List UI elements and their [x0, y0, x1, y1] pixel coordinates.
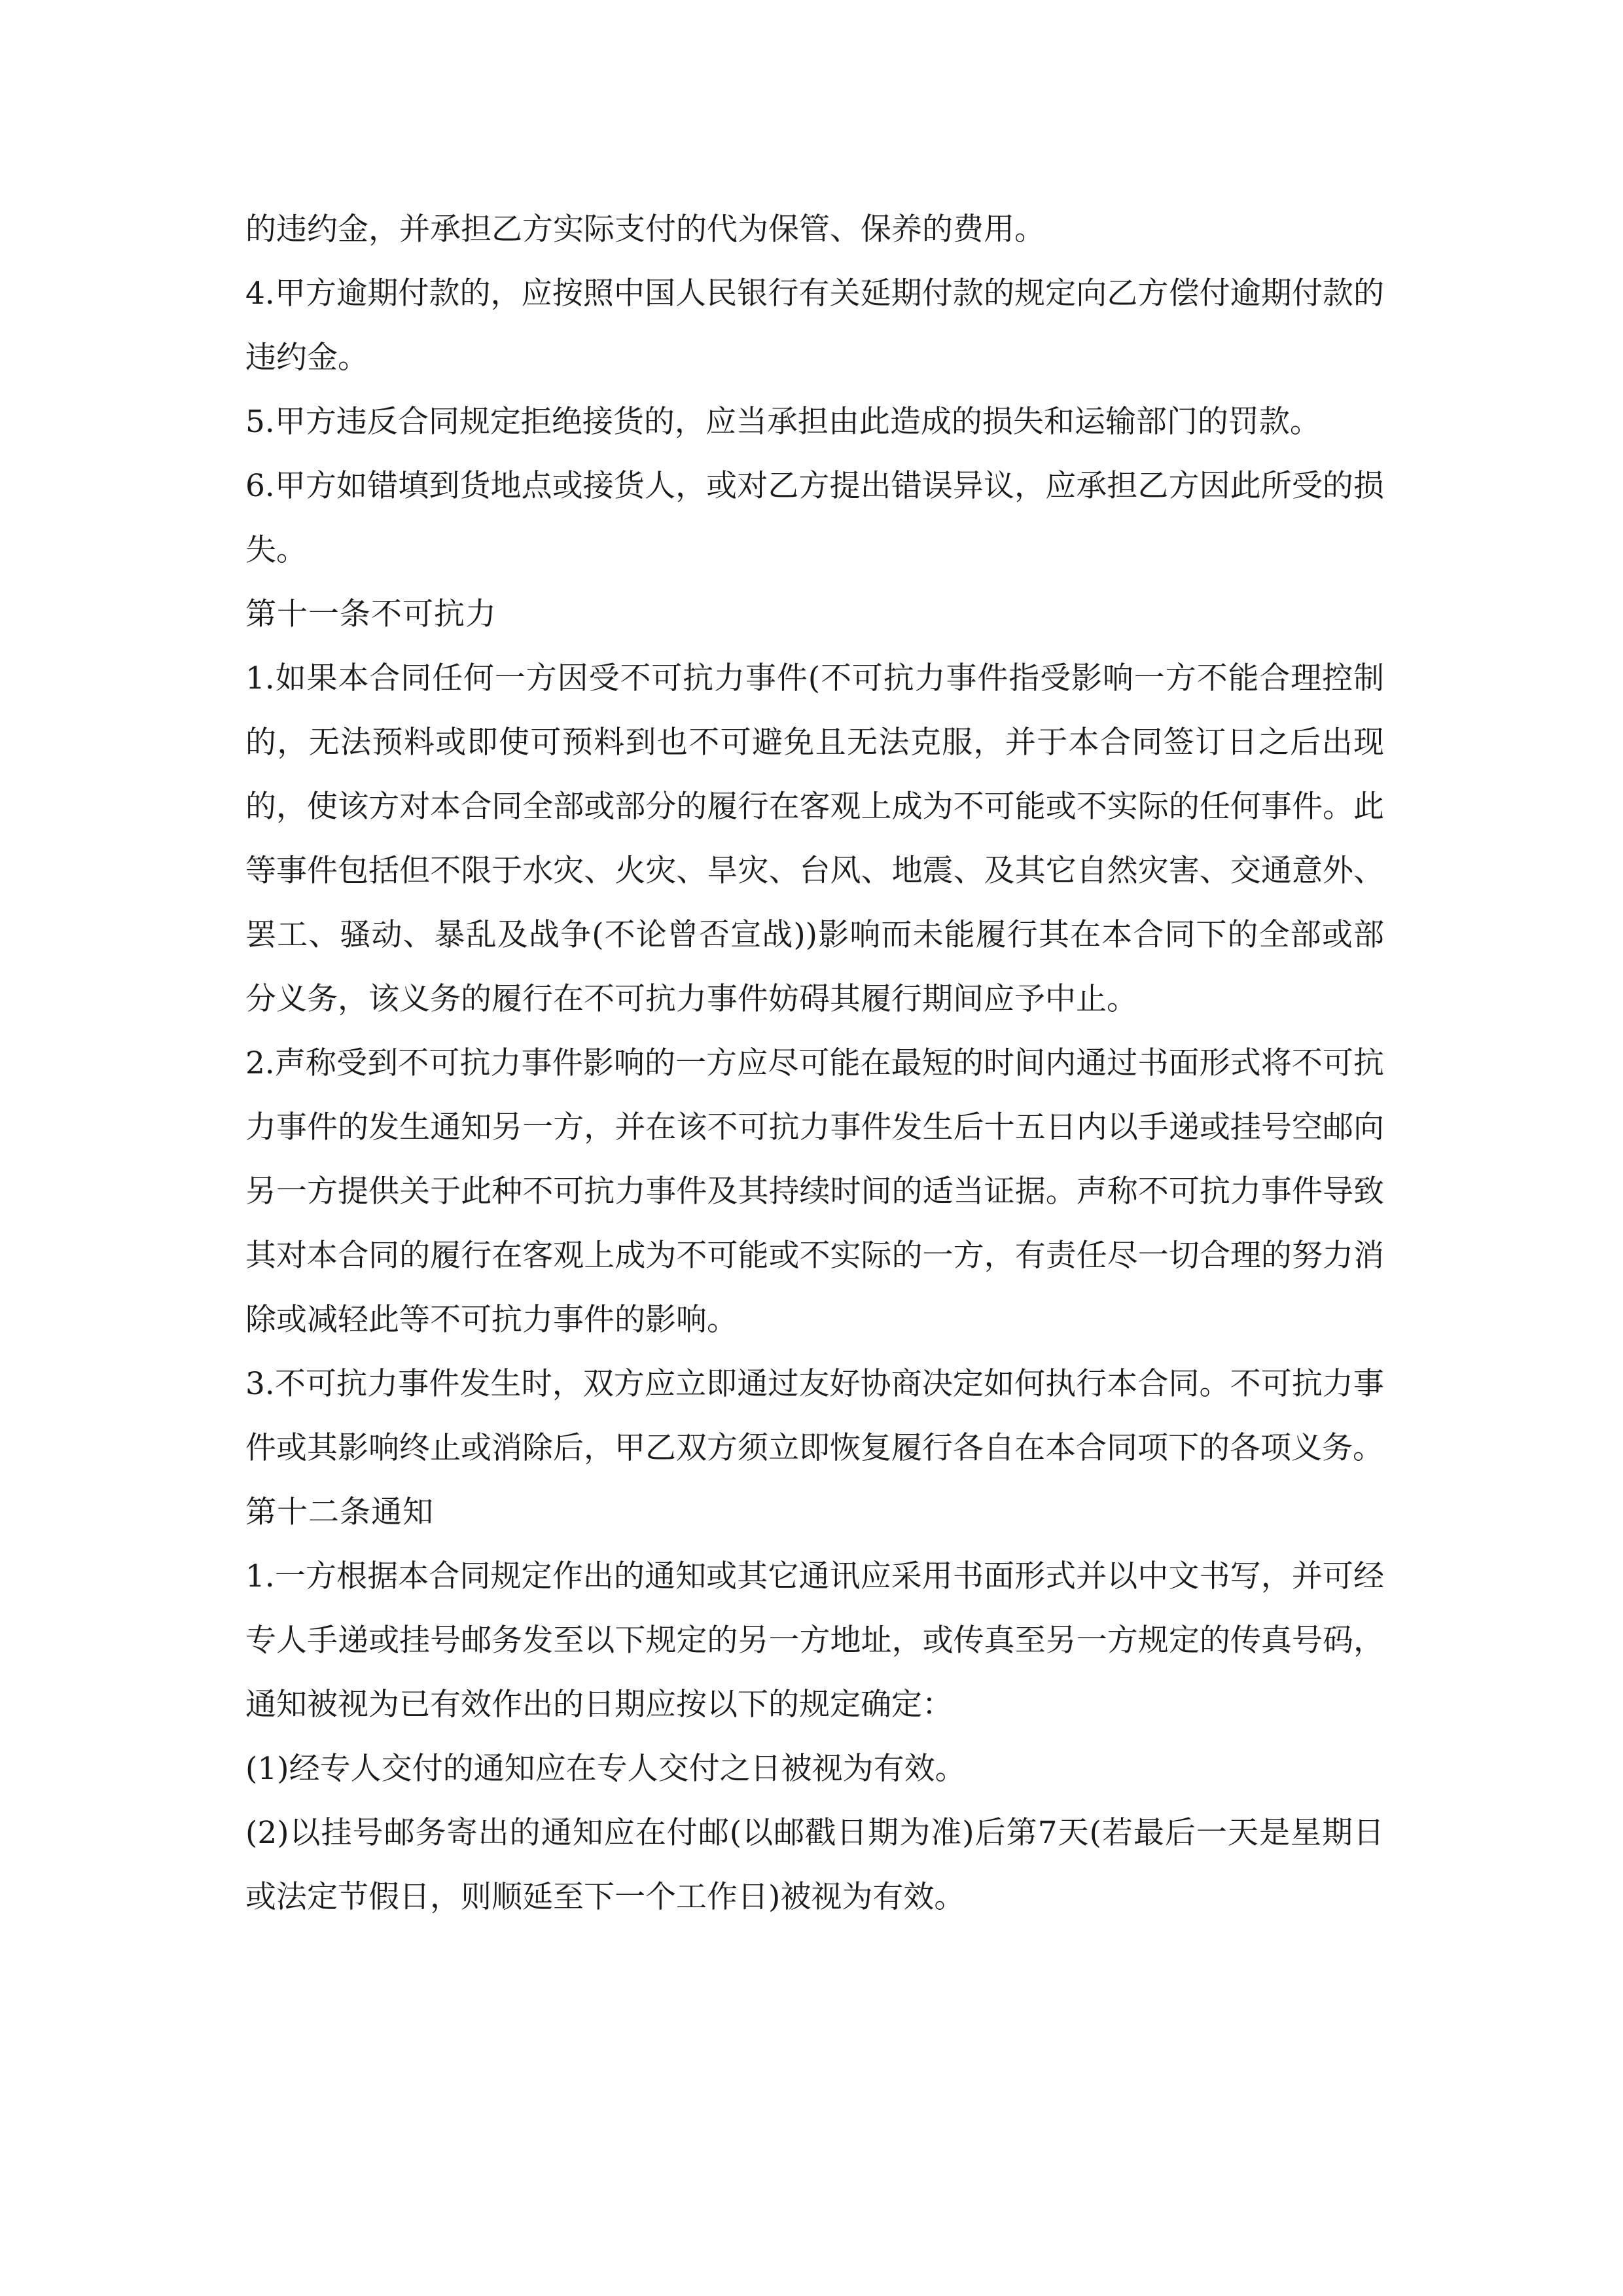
- paragraph-force-majeure-1: 1.如果本合同任何一方因受不可抗力事件(不可抗力事件指受影响一方不能合理控制的，无法预料或即使可预料到也不可避免且无法克服，并于本合同签订日之后出现的，使该方对本合同全部或部分的履行在客观上成为不可能或不实际的任何事件。此等事件包括但不限于水灾、火灾、旱灾、台风、地震、及其它自然灾害、交通意外、罢工、骚动、暴乱及战争(不论曾否宣战))影响而未能履行其在本合同下的全部或部分义务，该义务的履行在不可抗力事件妨碍其履行期间应予中止。: [245, 660, 1384, 1017]
- document-body: [245, 198, 1384, 1929]
- paragraph-clause-6-wrong-address: 6.甲方如错填到货地点或接货人，或对乙方提出错误异议，应承担乙方因此所受的损失。: [245, 468, 1384, 568]
- paragraph-notice-1-item-1: (1)经专人交付的通知应在专人交付之日被视为有效。: [245, 1751, 966, 1787]
- paragraph-force-majeure-2: 2.声称受到不可抗力事件影响的一方应尽可能在最短的时间内通过书面形式将不可抗力事件的发生通知另一方，并在该不可抗力事件发生后十五日内以手递或挂号空邮向另一方提供关于此种不可抗力事件及其持续时间的适当证据。声称不可抗力事件导致其对本合同的履行在客观上成为不可能或不实际的一方，有责任尽一切合理的努力消除或减轻此等不可抗力事件的影响。: [245, 1045, 1384, 1338]
- paragraph-notice-1: 1.一方根据本合同规定作出的通知或其它通讯应采用书面形式并以中文书写，并可经专人手递或挂号邮务发至以下规定的另一方地址，或传真至另一方规定的传真号码，通知被视为已有效作出的日期应按以下的规定确定：: [245, 1558, 1384, 1723]
- paragraph-clause-4-late-payment: 4.甲方逾期付款的，应按照中国人民银行有关延期付款的规定向乙方偿付逾期付款的违约金。: [245, 276, 1384, 376]
- heading-article-12-notice: 第十二条通知: [245, 1494, 434, 1530]
- paragraph-notice-1-item-2: (2)以挂号邮务寄出的通知应在付邮(以邮戳日期为准)后第7天(若最后一天是星期日或法定节假日，则顺延至下一个工作日)被视为有效。: [245, 1815, 1384, 1915]
- paragraph-penalty-storage: 的违约金，并承担乙方实际支付的代为保管、保养的费用。: [245, 211, 1045, 247]
- heading-article-11-force-majeure: 第十一条不可抗力: [245, 596, 497, 632]
- paragraph-force-majeure-3: 3.不可抗力事件发生时，双方应立即通过友好协商决定如何执行本合同。不可抗力事件或其影响终止或消除后，甲乙双方须立即恢复履行各自在本合同项下的各项义务。: [245, 1366, 1384, 1466]
- paragraph-clause-5-refuse-delivery: 5.甲方违反合同规定拒绝接货的，应当承担由此造成的损失和运输部门的罚款。: [245, 404, 1321, 440]
